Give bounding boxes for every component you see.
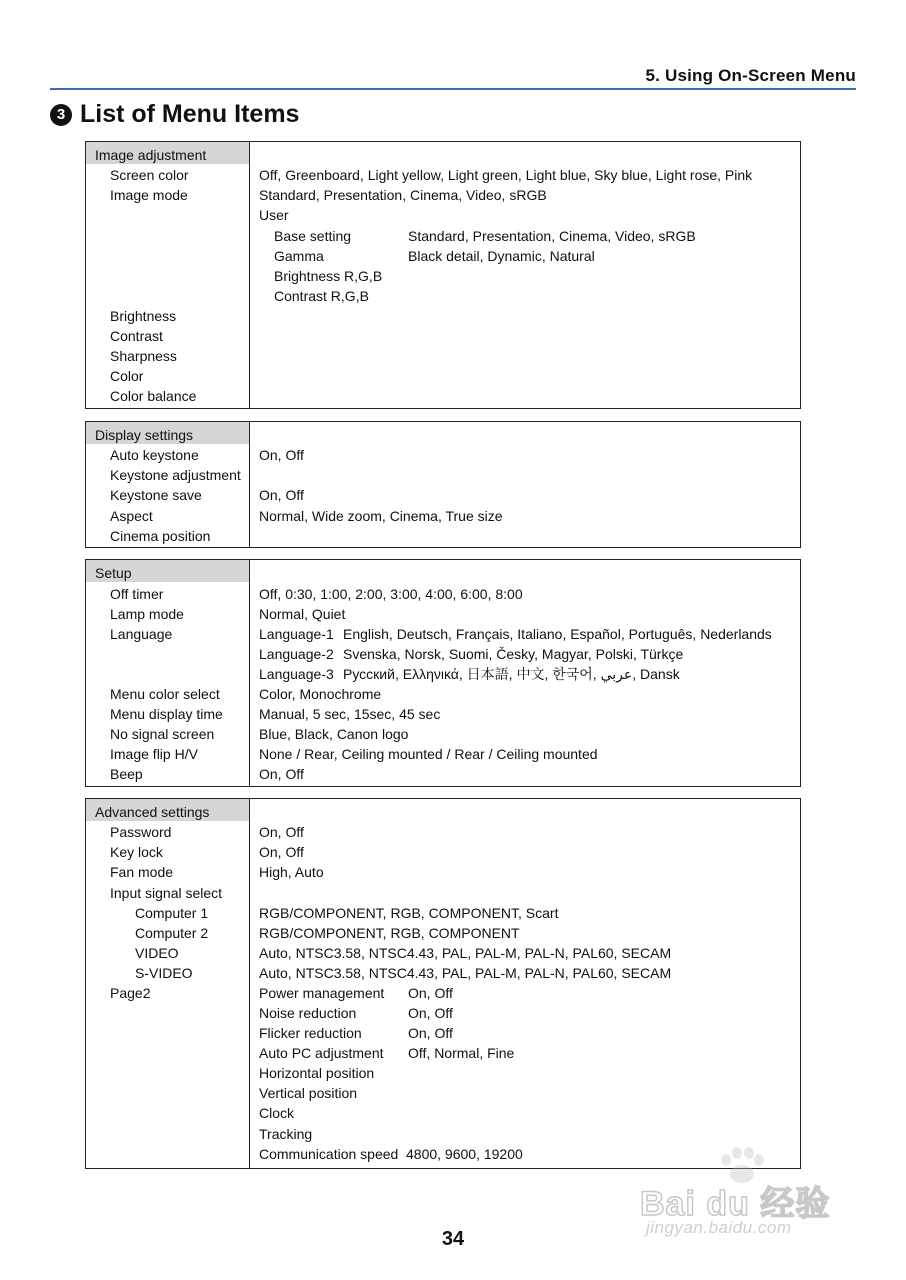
sub-item-auto-pc-adjustment: Auto PC adjustment — [259, 1045, 384, 1061]
category-label: Advanced settings — [95, 804, 210, 820]
menu-item-screen-color: Screen color — [110, 167, 189, 183]
advanced-settings-table — [85, 798, 801, 1169]
options-menu-display-time: Manual, 5 sec, 15sec, 45 sec — [259, 706, 441, 722]
menu-item-brightness: Brightness — [110, 308, 177, 324]
menu-item-off-timer: Off timer — [110, 586, 164, 602]
language-1-label: Language-1 — [259, 626, 334, 642]
menu-item-keystone-save: Keystone save — [110, 487, 202, 503]
menu-item-contrast: Contrast — [110, 328, 163, 344]
options-auto-pc-adjustment: Off, Normal, Fine — [408, 1045, 515, 1061]
options-video: Auto, NTSC3.58, NTSC4.43, PAL, PAL-M, PAL-N, PAL60, SECAM — [259, 945, 672, 961]
page-number: 34 — [441, 1228, 465, 1250]
header-rule — [50, 88, 856, 90]
options-fan-mode: High, Auto — [259, 864, 324, 880]
menu-item-beep: Beep — [110, 766, 143, 782]
setup-table — [85, 559, 801, 787]
options-lamp-mode: Normal, Quiet — [259, 606, 346, 622]
menu-item-menu-display-time: Menu display time — [110, 706, 223, 722]
sub-item-video: VIDEO — [135, 945, 179, 961]
options-screen-color: Off, Greenboard, Light yellow, Light green, Light blue, Sky blue, Light rose, Pink — [259, 167, 753, 183]
options-flicker-reduction: On, Off — [408, 1025, 453, 1041]
menu-item-no-signal-screen: No signal screen — [110, 726, 215, 742]
options-auto-keystone: On, Off — [259, 447, 304, 463]
sub-item-contrast-rgb: Contrast R,G,B — [274, 288, 369, 304]
menu-item-lamp-mode: Lamp mode — [110, 606, 184, 622]
option-user: User — [259, 207, 289, 223]
options-base-setting: Standard, Presentation, Cinema, Video, sRGB — [408, 228, 696, 244]
menu-item-sharpness: Sharpness — [110, 348, 177, 364]
menu-item-color-balance: Color balance — [110, 388, 197, 404]
menu-item-input-signal-select: Input signal select — [110, 885, 223, 901]
options-no-signal-screen: Blue, Black, Canon logo — [259, 726, 409, 742]
language-3-options: Русский, Ελληνικά, 日本語, 中文, 한국어, عربي, Dansk — [343, 666, 680, 682]
sub-item-vertical-position: Vertical position — [259, 1085, 358, 1101]
watermark-url: jingyan.baidu.com — [646, 1218, 792, 1237]
menu-item-page2: Page2 — [110, 985, 151, 1001]
menu-item-fan-mode: Fan mode — [110, 864, 174, 880]
options-image-flip: None / Rear, Ceiling mounted / Rear / Ceiling mounted — [259, 746, 598, 762]
image-adjustment-table — [85, 141, 801, 409]
chapter-title: 5. Using On-Screen Menu — [645, 66, 856, 85]
options-image-mode: Standard, Presentation, Cinema, Video, sRGB — [259, 187, 547, 203]
options-s-video: Auto, NTSC3.58, NTSC4.43, PAL, PAL-M, PAL-N, PAL60, SECAM — [259, 965, 672, 981]
column-divider — [249, 422, 250, 547]
menu-item-image-mode: Image mode — [110, 187, 188, 203]
menu-item-keystone-adjustment: Keystone adjustment — [110, 467, 241, 483]
sub-item-computer-1: Computer 1 — [135, 905, 209, 921]
sub-item-communication-speed: Communication speed — [259, 1146, 399, 1162]
column-divider — [249, 799, 250, 1168]
options-menu-color-select: Color, Monochrome — [259, 686, 382, 702]
category-label: Setup — [95, 565, 132, 581]
options-power-management: On, Off — [408, 985, 453, 1001]
menu-item-language: Language — [110, 626, 173, 642]
options-communication-speed: 4800, 9600, 19200 — [406, 1146, 523, 1162]
options-beep: On, Off — [259, 766, 304, 782]
sub-item-clock: Clock — [259, 1105, 295, 1121]
language-1-options: English, Deutsch, Français, Italiano, Español, Português, Nederlands — [343, 626, 772, 642]
sub-item-base-setting: Base setting — [274, 228, 352, 244]
options-noise-reduction: On, Off — [408, 1005, 453, 1021]
menu-item-password: Password — [110, 824, 172, 840]
options-password: On, Off — [259, 824, 304, 840]
sub-item-noise-reduction: Noise reduction — [259, 1005, 357, 1021]
menu-item-key-lock: Key lock — [110, 844, 163, 860]
section-title: List of Menu Items — [80, 100, 300, 128]
menu-item-auto-keystone: Auto keystone — [110, 447, 199, 463]
sub-item-s-video: S-VIDEO — [135, 965, 193, 981]
menu-item-color: Color — [110, 368, 144, 384]
section-heading — [50, 100, 299, 129]
category-label: Image adjustment — [95, 147, 207, 163]
options-aspect: Normal, Wide zoom, Cinema, True size — [259, 508, 503, 524]
options-keystone-save: On, Off — [259, 487, 304, 503]
sub-item-tracking: Tracking — [259, 1126, 313, 1142]
menu-item-cinema-position: Cinema position — [110, 528, 211, 544]
baidu-watermark: Bai du 经验 — [640, 1185, 831, 1223]
language-3-label: Language-3 — [259, 666, 334, 682]
options-computer-1: RGB/COMPONENT, RGB, COMPONENT, Scart — [259, 905, 559, 921]
display-settings-table — [85, 421, 801, 548]
sub-item-power-management: Power management — [259, 985, 385, 1001]
column-divider — [249, 142, 250, 408]
sub-item-brightness-rgb: Brightness R,G,B — [274, 268, 383, 284]
options-off-timer: Off, 0:30, 1:00, 2:00, 3:00, 4:00, 6:00, 8:00 — [259, 586, 523, 602]
sub-item-horizontal-position: Horizontal position — [259, 1065, 375, 1081]
sub-item-computer-2: Computer 2 — [135, 925, 209, 941]
menu-item-menu-color-select: Menu color select — [110, 686, 220, 702]
options-computer-2: RGB/COMPONENT, RGB, COMPONENT — [259, 925, 520, 941]
sub-item-flicker-reduction: Flicker reduction — [259, 1025, 362, 1041]
section-number-badge: 3 — [50, 104, 72, 126]
language-2-label: Language-2 — [259, 646, 334, 662]
language-2-options: Svenska, Norsk, Suomi, Česky, Magyar, Polski, Türkçe — [343, 646, 684, 662]
options-gamma: Black detail, Dynamic, Natural — [408, 248, 595, 264]
category-label: Display settings — [95, 427, 194, 443]
menu-item-image-flip: Image flip H/V — [110, 746, 198, 762]
menu-item-aspect: Aspect — [110, 508, 153, 524]
options-key-lock: On, Off — [259, 844, 304, 860]
column-divider — [249, 560, 250, 786]
sub-item-gamma: Gamma — [274, 248, 324, 264]
